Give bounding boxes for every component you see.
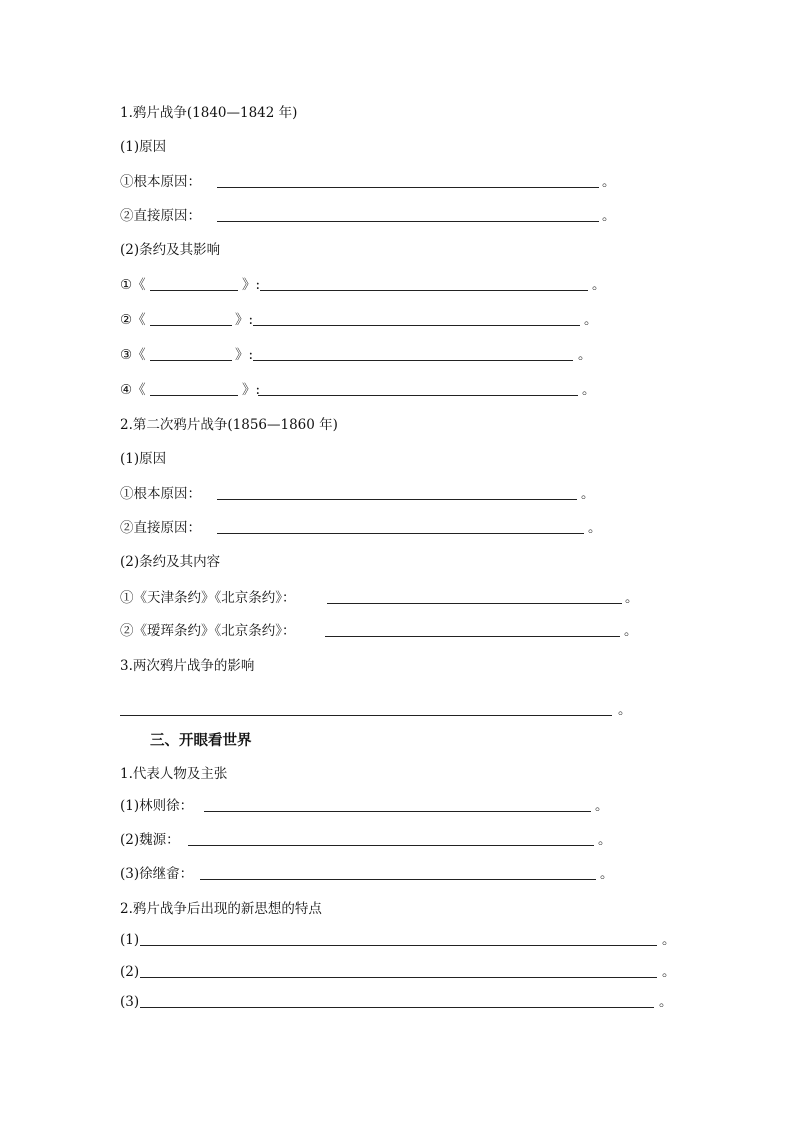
period: 。 [602,174,616,190]
cause-heading: (1)原因 [120,139,167,155]
answer-blank[interactable] [260,290,588,291]
feature-row-1 [120,930,680,950]
feature-number: (2) [120,964,140,980]
treaty-label: ①《天津条约》《北京条约》： [120,590,296,606]
answer-blank[interactable] [188,845,594,846]
direct-cause-row [120,206,640,226]
treaty-row-2 [120,310,620,330]
person-label: (1)林则徐： [120,798,194,814]
period: 。 [581,486,595,502]
feature-row-3 [120,992,680,1012]
close-bracket: 》: [242,277,261,293]
treaty-name-blank[interactable] [150,290,238,291]
period: 。 [625,590,639,606]
answer-blank[interactable] [253,325,580,326]
person-row-2 [120,830,620,850]
answer-blank[interactable] [325,636,620,637]
representatives-heading: 1.代表人物及主张 [120,766,228,782]
treaty-number: ①《 [120,277,146,293]
treaty-name-blank[interactable] [150,395,238,396]
treaty-row-4 [120,380,620,400]
treaty-heading: (2)条约及其内容 [120,554,221,570]
close-bracket: 》: [235,347,254,363]
period: 。 [600,866,614,882]
person-label: (3)徐继畲： [120,866,194,882]
person-row-3 [120,864,620,884]
feature-number: (1) [120,932,140,948]
treaty-row-3 [120,345,620,365]
answer-blank[interactable] [140,945,657,946]
root-cause-row [120,484,620,504]
period: 。 [584,312,598,328]
treaty-content-row-1 [120,588,650,608]
treaty-number: ③《 [120,347,146,363]
feature-number: (3) [120,994,140,1010]
period: 。 [598,832,612,848]
answer-blank[interactable] [217,499,577,500]
period: 。 [595,798,609,814]
answer-blank[interactable] [258,395,578,396]
answer-blank[interactable] [120,715,612,716]
close-bracket: 》: [235,312,254,328]
treaty-row-1 [120,275,620,295]
period: 。 [662,964,676,980]
feature-row-2 [120,962,680,982]
treaty-heading: (2)条约及其影响 [120,242,221,258]
answer-blank[interactable] [217,533,584,534]
cause-heading: (1)原因 [120,451,167,467]
treaty-name-blank[interactable] [150,360,232,361]
section-3-heading: 3.两次鸦片战争的影响 [120,658,255,674]
answer-blank[interactable] [204,811,591,812]
answer-blank[interactable] [253,360,573,361]
answer-blank[interactable] [217,221,599,222]
period: 。 [578,347,592,363]
section-2-heading: 2.第二次鸦片战争(1856—1860 年) [120,417,338,433]
period: 。 [582,382,596,398]
period: 。 [624,623,638,639]
period: 。 [588,520,602,536]
direct-cause-row [120,518,620,538]
period: 。 [602,208,616,224]
treaty-content-row-2 [120,621,650,641]
direct-cause-label: ②直接原因： [120,208,201,224]
period: 。 [662,932,676,948]
answer-blank[interactable] [217,187,599,188]
answer-blank[interactable] [140,977,657,978]
treaty-number: ④《 [120,382,146,398]
period: 。 [618,702,632,718]
section-1-heading: 1.鸦片战争(1840—1842 年) [120,105,298,121]
treaty-name-blank[interactable] [150,325,232,326]
features-heading: 2.鸦片战争后出现的新思想的特点 [120,901,322,917]
person-row-1 [120,796,620,816]
part-three-title: 三、开眼看世界 [150,732,252,749]
period: 。 [592,277,606,293]
answer-blank[interactable] [140,1007,654,1008]
treaty-label: ②《瑷珲条约》《北京条约》： [120,623,296,639]
answer-blank[interactable] [327,603,622,604]
close-bracket: 》: [242,382,261,398]
root-cause-label: ①根本原因： [120,486,201,502]
impact-row [120,700,640,720]
answer-blank[interactable] [200,879,596,880]
root-cause-label: ①根本原因： [120,174,201,190]
person-label: (2)魏源： [120,832,180,848]
root-cause-row [120,172,640,192]
direct-cause-label: ②直接原因： [120,520,201,536]
period: 。 [659,994,673,1010]
treaty-number: ②《 [120,312,146,328]
